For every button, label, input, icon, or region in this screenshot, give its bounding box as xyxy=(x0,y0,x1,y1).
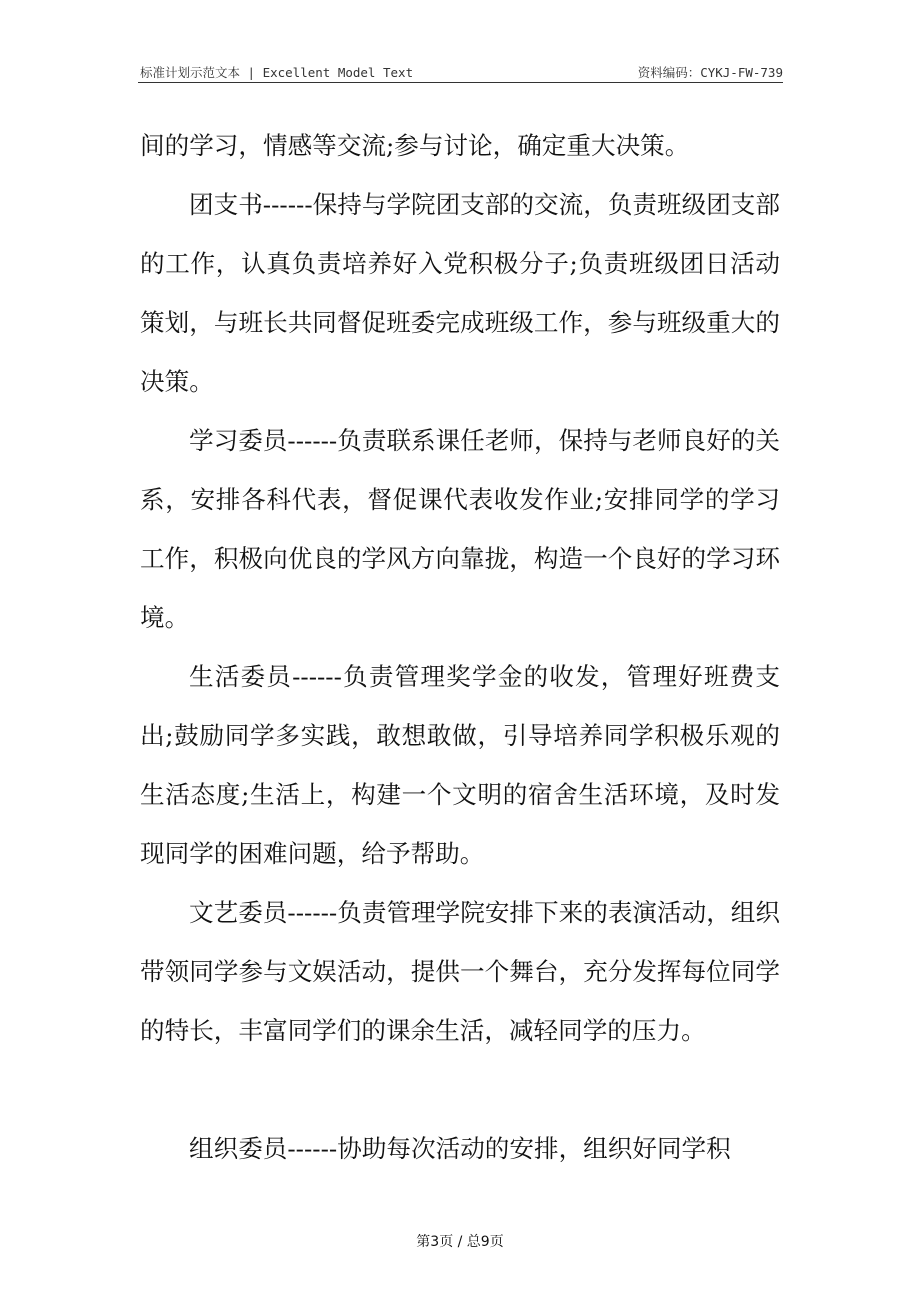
paragraph-life-committee: 生活委员------负责管理奖学金的收发，管理好班费支出;鼓励同学多实践，敢想敢做，引导培养同学积极乐观的生活态度;生活上，构建一个文明的宿舍生活环境，及时发现同学的困难问题，给予帮助。 xyxy=(140,662,780,868)
document-body xyxy=(140,116,780,1178)
paragraph-continuation: 间的学习，情感等交流;参与讨论，确定重大决策。 xyxy=(140,131,690,160)
paragraph-study-committee: 学习委员------负责联系课任老师，保持与老师良好的关系，安排各科代表，督促课代表收发作业;安排同学的学习工作，积极向优良的学风方向靠拢，构造一个良好的学习环境。 xyxy=(140,426,780,632)
paragraph-organization-committee: 组织委员------协助每次活动的安排，组织好同学积 xyxy=(189,1134,731,1163)
paragraph-arts-committee: 文艺委员------负责管理学院安排下来的表演活动，组织带领同学参与文娱活动，提供一个舞台，充分发挥每位同学的特长，丰富同学们的课余生活，减轻同学的压力。 xyxy=(140,898,780,1045)
document-code: 资料编码：CYKJ-FW-739 xyxy=(637,65,783,80)
document-series-title: 标准计划示范文本 | Excellent Model Text xyxy=(140,65,414,80)
page-header xyxy=(138,60,783,83)
paragraph-league-secretary: 团支书------保持与学院团支部的交流，负责班级团支部的工作，认真负责培养好入党积极分子;负责班级团日活动策划，与班长共同督促班委完成班级工作，参与班级重大的决策。 xyxy=(140,190,780,396)
page-number: 第3页 / 总9页 xyxy=(416,1234,504,1250)
